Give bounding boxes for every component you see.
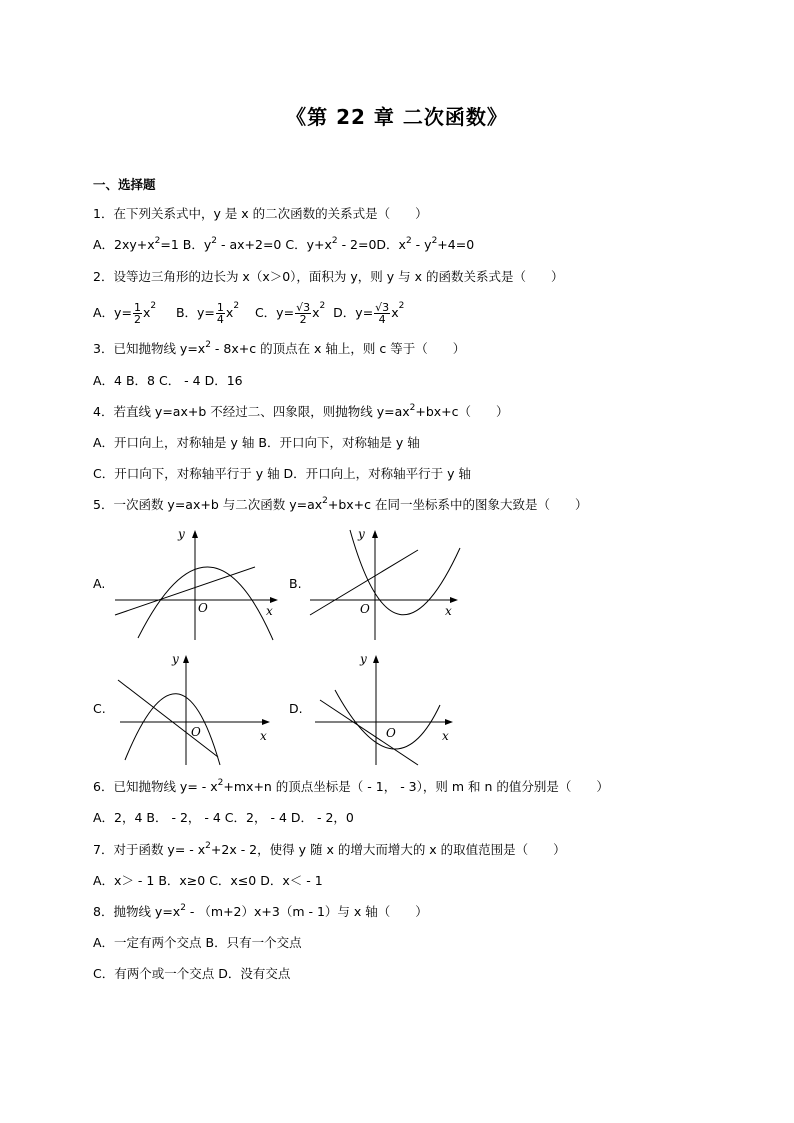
parabola-curve [335, 690, 440, 749]
y-axis-arrow [183, 655, 189, 663]
parabola-curve [125, 694, 220, 765]
y-axis-arrow [373, 655, 379, 663]
q5-graph-d [310, 645, 460, 770]
q5-stem: 5．一次函数 y=ax+b 与二次函数 $y=ax^2+bx+c$ 在同一坐标系中的图象大致是（ ） [93, 496, 588, 512]
y-axis-label: y [358, 527, 365, 541]
q3-stem: 3．已知抛物线 $y=x^2 - 8x+c$ 的顶点在 x 轴上，则 c 等于（ ） [93, 340, 466, 356]
q1-stem: 1．在下列关系式中，y 是 x 的二次函数的关系式是（ ） [93, 206, 428, 221]
y-axis-arrow [192, 530, 198, 538]
origin-label: O [198, 601, 208, 615]
x-axis-arrow [445, 719, 453, 725]
origin-label: O [360, 602, 370, 616]
x-axis-label: x [266, 604, 273, 618]
q5-label-c: C. [93, 701, 106, 716]
origin-label: O [386, 726, 396, 740]
x-axis-arrow [262, 719, 270, 725]
q4-options-line1: A．开口向上，对称轴是 y 轴 B．开口向下，对称轴是 y 轴 [93, 435, 420, 450]
line-graph [320, 700, 418, 765]
q5-graph-a [110, 520, 285, 645]
q5-graph-c [110, 645, 280, 770]
x-axis-arrow [450, 597, 458, 603]
x-axis-label: x [260, 729, 267, 743]
q2-options: A．y= $\frac{1}{2}$ $x^2$ B．y= $\frac{1}{4}$ $x^2$ C．y= $\frac{√3}{2}$ $x^2$ D．y= $\frac{√3}{4}$ $x^2$ [93, 301, 405, 326]
page-title: 《第 22 章 二次函数》 [286, 105, 508, 129]
q5-label-d: D. [289, 701, 303, 716]
q3-options: A．4 B．8 C． - 4 D．16 [93, 373, 243, 388]
y-axis-label: y [360, 652, 367, 666]
q8-stem: 8．抛物线 $y=x^2 - (m+2)x+3(m - 1)$与 x 轴（ ） [93, 903, 428, 919]
q6-options: A．2，4 B． - 2， - 4 C．2， - 4 D． - 2，0 [93, 810, 354, 825]
section-heading: 一、选择题 [93, 177, 156, 192]
q4-stem: 4．若直线 y=ax+b 不经过二、四象限，则抛物线 $y=ax^2+bx+c$（ ） [93, 403, 509, 419]
q5-label-b: B. [289, 576, 302, 591]
q8-options-line1: A．一定有两个交点 B．只有一个交点 [93, 935, 302, 950]
q7-options: A．x＞ - 1 B．x≥0 C．x≤0 D．x＜ - 1 [93, 873, 323, 888]
q7-stem: 7．对于函数 $y= - x^2+2x - 2$，使得 y 随 x 的增大而增大的 x 的取值范围是（ ） [93, 841, 566, 857]
y-axis-label: y [172, 652, 179, 666]
q5-graph-b [305, 520, 465, 645]
q2-stem: 2．设等边三角形的边长为 x（x＞0），面积为 y，则 y 与 x 的函数关系式是（ ） [93, 269, 564, 284]
q1-options: A．$2xy+x^2=1$ B．$y^2 - ax+2=0$ C．$y+x^2 - 2=0D$．$x^2 - y^2+4=0$ [93, 236, 475, 252]
q8-options-line2: C．有两个或一个交点 D．没有交点 [93, 966, 291, 981]
q6-stem: 6．已知抛物线 $y= - x^2+mx+n$ 的顶点坐标是（ - 1， - 3），则 m 和 n 的值分别是（ ） [93, 778, 609, 794]
origin-label: O [191, 725, 201, 739]
x-axis-label: x [442, 729, 449, 743]
x-axis-label: x [445, 604, 452, 618]
x-axis-arrow [270, 597, 278, 603]
y-axis-label: y [178, 527, 185, 541]
q4-options-line2: C．开口向下，对称轴平行于 y 轴 D．开口向上，对称轴平行于 y 轴 [93, 466, 472, 481]
y-axis-arrow [372, 530, 378, 538]
q5-label-a: A. [93, 576, 106, 591]
